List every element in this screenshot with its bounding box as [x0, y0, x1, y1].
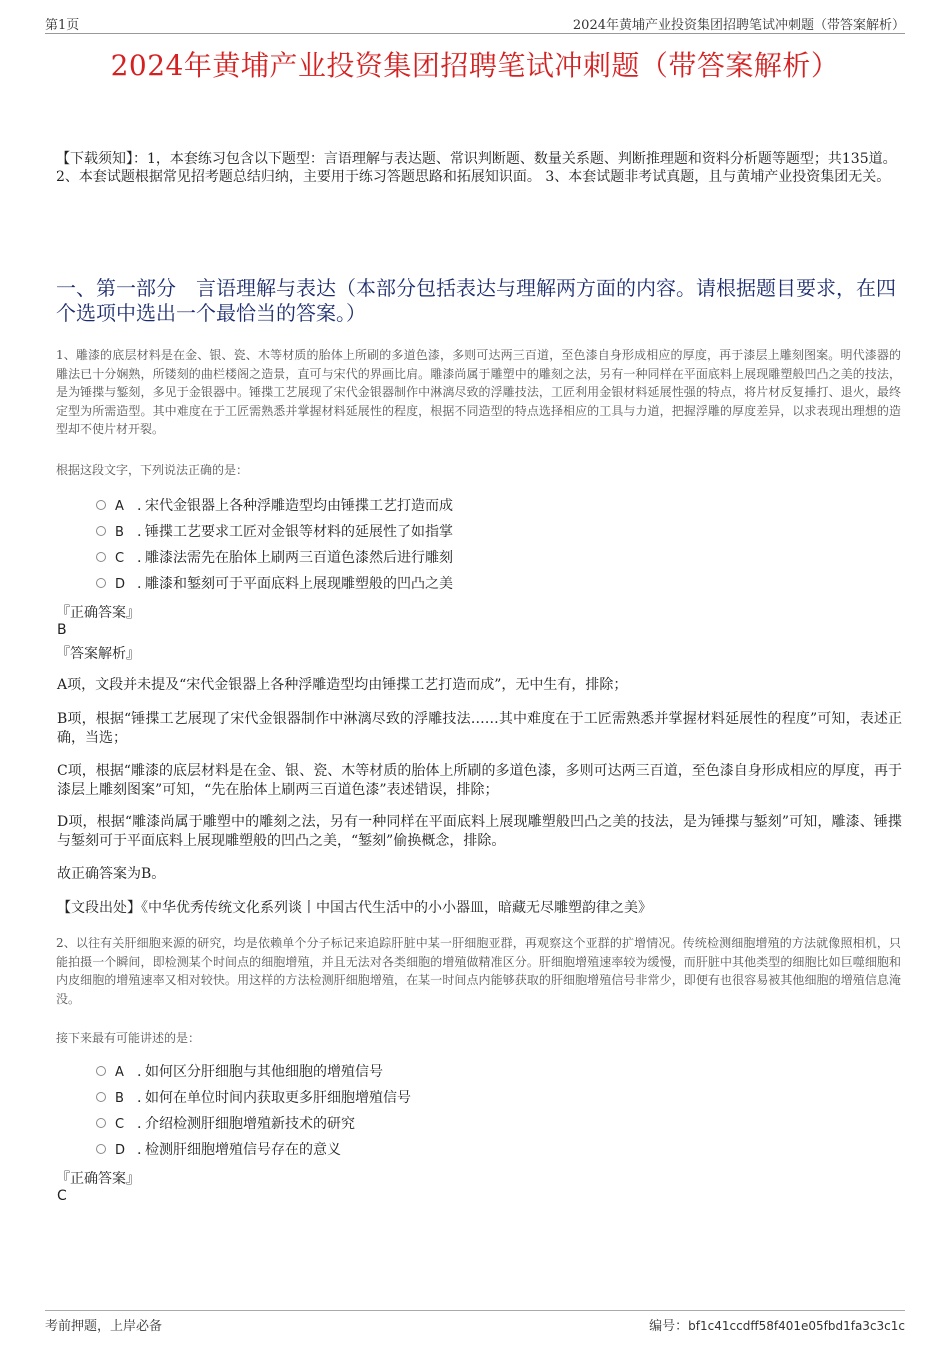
q1-conclusion: 故正确答案为B。: [57, 866, 166, 882]
q1-analysis-b: B项，根据“锤揲工艺展现了宋代金银器制作中淋漓尽致的浮雕技法……其中难度在于工匠需熟悉并掌握材料延展性的程度”可知，表述正确，当选；: [57, 711, 902, 746]
q1-answer: B: [57, 622, 67, 638]
radio-icon[interactable]: [96, 500, 106, 510]
q1-option-d[interactable]: D . 雕漆和錾刻可于平面底料上展现雕塑般的凹凸之美: [96, 575, 453, 593]
radio-icon[interactable]: [96, 526, 106, 536]
q2-answer-label: 『正确答案』: [56, 1171, 140, 1187]
q1-question: 根据这段文字，下列说法正确的是：: [56, 463, 249, 477]
page-number: 第1页: [45, 18, 80, 33]
download-notice: 【下载须知】：1，本套练习包含以下题型：言语理解与表达题、常识判断题、数量关系题、判断推理题和资料分析题等题型；共135道。 2、本套试题根据常见招考题总结归纳，主要用于练习答题思路和拓展知识面。 3、本套试题非考试真题，且与黄埔产业投资集团无关。: [56, 151, 897, 185]
q2-option-a[interactable]: A . 如何区分肝细胞与其他细胞的增殖信号: [96, 1063, 383, 1081]
q2-passage: 2、以往有关肝细胞来源的研究，均是依赖单个分子标记来追踪肝脏中某一肝细胞亚群，再观察这个亚群的扩增情况。传统检测细胞增殖的方法就像照相机，只能拍摄一个瞬间，即检测某个时间点的细胞增殖，并且无法对各类细胞的增殖做精准区分。肝细胞增殖速率较为缓慢，而肝脏中其他类型的细胞比如巨噬细胞和内皮细胞的增殖速率又相对较快。用这样的方法检测肝细胞增殖，在某一时间点内能够获取的肝细胞增殖信号非常少，即便有也很容易被其他细胞的增殖信息淹没。: [56, 936, 901, 1006]
q1-option-a[interactable]: A . 宋代金银器上各种浮雕造型均由锤揲工艺打造而成: [96, 497, 453, 515]
footer-code: 编号：bf1c41ccdff58f401e05fbd1fa3c3c1c: [649, 1319, 905, 1334]
radio-icon[interactable]: [96, 552, 106, 562]
radio-icon[interactable]: [96, 1066, 106, 1076]
q1-analysis-a: A项，文段并未提及“宋代金银器上各种浮雕造型均由锤揲工艺打造而成”，无中生有，排除；: [57, 677, 628, 693]
q1-source: 【文段出处】《中华优秀传统文化系列谈丨中国古代生活中的小小器皿，暗藏无尽雕塑韵律之美》: [57, 900, 652, 916]
radio-icon[interactable]: [96, 578, 106, 588]
q2-question: 接下来最有可能讲述的是：: [56, 1031, 201, 1045]
q2-option-c[interactable]: C . 介绍检测肝细胞增殖新技术的研究: [96, 1115, 355, 1133]
q2-answer: C: [57, 1188, 67, 1204]
q1-option-c[interactable]: C . 雕漆法需先在胎体上刷两三百道色漆然后进行雕刻: [96, 549, 453, 567]
page-header: [45, 14, 905, 34]
q1-analysis-c: C项，根据“雕漆的底层材料是在金、银、瓷、木等材质的胎体上所刷的多道色漆，多则可达两三百道，至色漆自身形成相应的厚度，再于漆层上雕刻图案”可知，“先在胎体上刷两三百道色漆”表述错误，排除；: [57, 763, 902, 798]
footer-slogan: 考前押题，上岸必备: [45, 1319, 163, 1334]
page-footer: [45, 1310, 905, 1334]
q2-option-d[interactable]: D . 检测肝细胞增殖信号存在的意义: [96, 1141, 341, 1159]
q1-option-b[interactable]: B . 锤揲工艺要求工匠对金银等材料的延展性了如指掌: [96, 523, 453, 541]
q2-option-b[interactable]: B . 如何在单位时间内获取更多肝细胞增殖信号: [96, 1089, 411, 1107]
radio-icon[interactable]: [96, 1092, 106, 1102]
radio-icon[interactable]: [96, 1144, 106, 1154]
q1-answer-label: 『正确答案』: [56, 605, 140, 621]
q1-analysis-label: 『答案解析』: [56, 646, 140, 662]
section-heading: 一、第一部分 言语理解与表达（本部分包括表达与理解两方面的内容。请根据题目要求，在四个选项中选出一个最恰当的答案。）: [56, 276, 896, 325]
q1-passage: 1、雕漆的底层材料是在金、银、瓷、木等材质的胎体上所刷的多道色漆，多则可达两三百道，至色漆自身形成相应的厚度，再于漆层上雕刻图案。明代漆器的雕法已十分娴熟，所镂刻的曲栏楼阁之造景，直可与宋代的界画比肩。雕漆尚属于雕塑中的雕刻之法，另有一种同样在平面底料上展现雕塑般凹凸之美的技法，是为锤揲与錾刻，多见于金银器中。锤揲工艺展现了宋代金银器制作中淋漓尽致的浮雕技法，工匠利用金银材料延展性强的特点，将片材反复捶打、退火，最终定型为所需造型。其中难度在于工匠需熟悉并掌握材料延展性的程度，根据不同造型的特点选择相应的工具与力道，把握浮雕的厚度差异，以求表现出理想的造型却不使片材开裂。: [56, 348, 901, 436]
q1-analysis-d: D项，根据“雕漆尚属于雕塑中的雕刻之法，另有一种同样在平面底料上展现雕塑般凹凸之美的技法，是为锤揲与錾刻”可知，雕漆、锤揲与錾刻可于平面底料上展现雕塑般的凹凸之美，“錾刻”偷换概念，排除。: [57, 814, 902, 849]
radio-icon[interactable]: [96, 1118, 106, 1128]
header-doc-title: 2024年黄埔产业投资集团招聘笔试冲刺题（带答案解析）: [572, 18, 905, 33]
page-title: 2024年黄埔产业投资集团招聘笔试冲刺题（带答案解析）: [110, 49, 840, 82]
